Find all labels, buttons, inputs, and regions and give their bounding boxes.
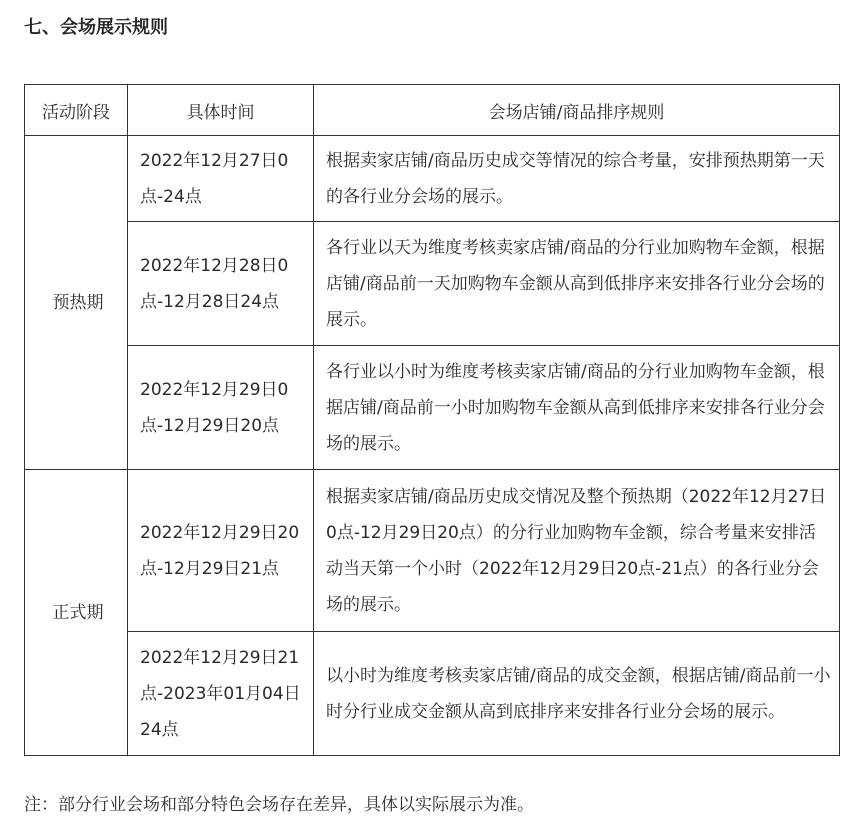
footnote: 注：部分行业会场和部分特色会场存在差异，具体以实际展示为准。 — [24, 795, 534, 815]
section-title: 七、会场展示规则 — [24, 17, 168, 38]
display-rules-table — [24, 84, 840, 756]
time-cell: 2022年12月28日0点-12月28日24点 — [128, 222, 314, 346]
time-cell: 2022年12月29日0点-12月29日20点 — [128, 346, 314, 470]
stage-preheat: 预热期 — [25, 136, 128, 470]
table-row — [25, 470, 840, 632]
time-cell: 2022年12月29日20点-12月29日21点 — [128, 470, 314, 632]
header-stage: 活动阶段 — [25, 85, 128, 136]
table-row — [25, 222, 840, 346]
table-row — [25, 346, 840, 470]
table-row — [25, 136, 840, 222]
rule-cell: 以小时为维度考核卖家店铺/商品的成交金额，根据店铺/商品前一小时分行业成交金额从高到底排序来安排各行业分会场的展示。 — [314, 632, 840, 756]
table-header-row — [25, 85, 840, 136]
header-time: 具体时间 — [128, 85, 314, 136]
time-cell: 2022年12月29日21点-2023年01月04日24点 — [128, 632, 314, 756]
header-rule: 会场店铺/商品排序规则 — [314, 85, 840, 136]
stage-formal: 正式期 — [25, 470, 128, 756]
rule-cell: 根据卖家店铺/商品历史成交情况及整个预热期（2022年12月27日0点-12月29日20点）的分行业加购物车金额，综合考量来安排活动当天第一个小时（2022年12月29日20点-21点）的各行业分会场的展示。 — [314, 470, 840, 632]
table-row — [25, 632, 840, 756]
rule-cell: 各行业以天为维度考核卖家店铺/商品的分行业加购物车金额，根据店铺/商品前一天加购物车金额从高到低排序来安排各行业分会场的展示。 — [314, 222, 840, 346]
time-cell: 2022年12月27日0点-24点 — [128, 136, 314, 222]
rule-cell: 根据卖家店铺/商品历史成交等情况的综合考量，安排预热期第一天的各行业分会场的展示。 — [314, 136, 840, 222]
rule-cell: 各行业以小时为维度考核卖家店铺/商品的分行业加购物车金额，根据店铺/商品前一小时加购物车金额从高到低排序来安排各行业分会场的展示。 — [314, 346, 840, 470]
